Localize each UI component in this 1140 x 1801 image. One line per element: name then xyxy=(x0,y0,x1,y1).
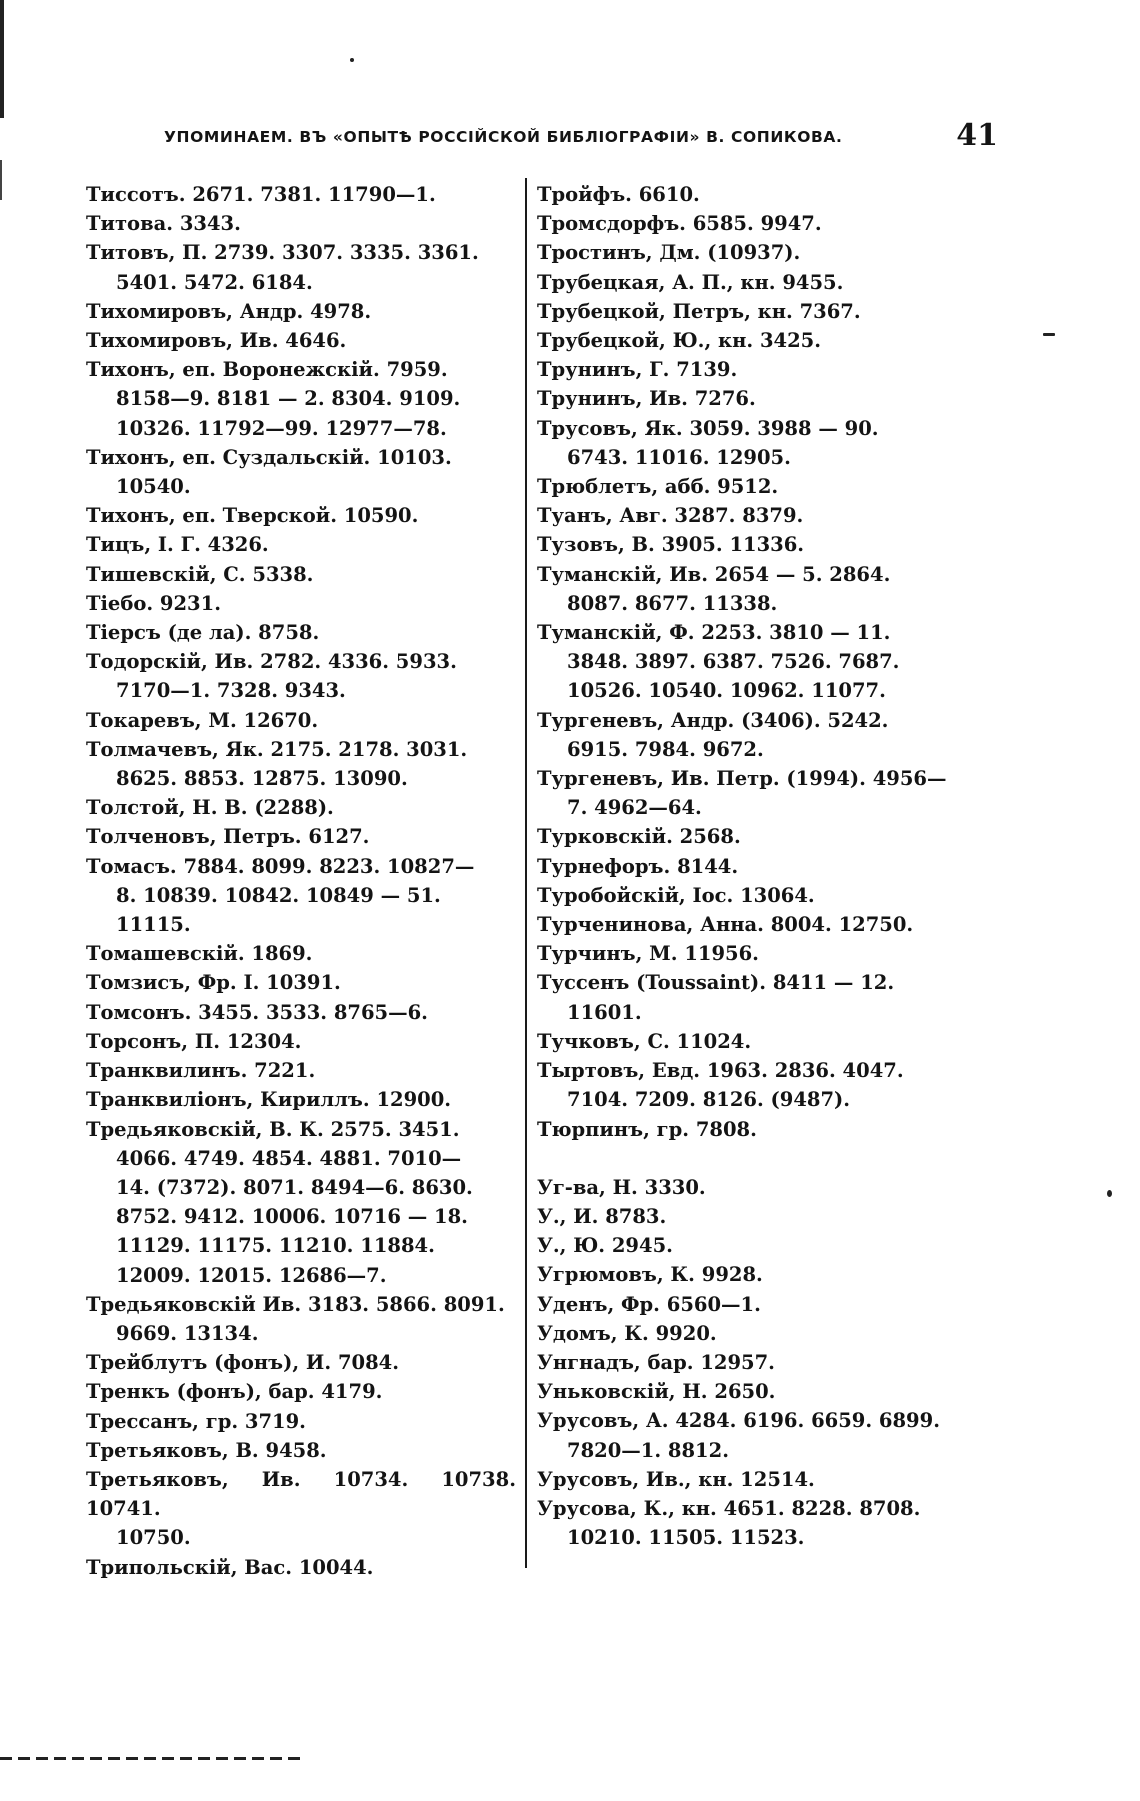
index-entry xyxy=(537,852,967,881)
index-entry xyxy=(537,1231,967,1260)
entry-line: 10526. 10540. 10962. 11077. xyxy=(567,679,886,703)
index-entry xyxy=(537,1494,967,1552)
entry-line: Тургеневъ, Ив. Петр. (1994). 4956— xyxy=(537,767,947,791)
entry-line: Уденъ, Фр. 6560—1. xyxy=(537,1292,761,1316)
entry-continuation: 6743. 11016. 12905. xyxy=(567,445,791,469)
entry-line: Томсонъ. 3455. 3533. 8765—6. xyxy=(86,1000,428,1024)
entry-line: Туробойскій, Іос. 13064. xyxy=(537,883,815,907)
page-edge-mark xyxy=(0,0,4,118)
entry-line: 14. (7372). 8071. 8494—6. 8630. xyxy=(116,1175,473,1199)
index-entry xyxy=(537,560,967,618)
index-entry xyxy=(86,326,516,355)
index-entry xyxy=(86,706,516,735)
section-gap xyxy=(537,1144,967,1173)
index-entry xyxy=(537,414,967,472)
entry-line: Турковскій. 2568. xyxy=(537,825,741,849)
index-entry xyxy=(86,1115,516,1173)
entry-continuation: 8158—9. 8181 — 2. 8304. 9109. xyxy=(116,387,461,411)
entry-line: Толченовъ, Петръ. 6127. xyxy=(86,825,370,849)
entry-line: 12009. 12015. 12686—7. xyxy=(116,1263,387,1287)
index-entry xyxy=(537,297,967,326)
index-entry xyxy=(86,180,516,209)
index-entry xyxy=(86,530,516,559)
index-entry xyxy=(86,1085,516,1114)
header-title: УПОМИНАЕМ. ВЪ «ОПЫТѢ РОССІЙСКОЙ БИБЛІОГРАФІИ» В. СОПИКОВА. xyxy=(164,128,843,146)
index-entry xyxy=(86,414,516,443)
index-entry xyxy=(537,355,967,384)
entry-line: Тихомировъ, Андр. 4978. xyxy=(86,299,372,323)
entry-line: Тыртовъ, Евд. 1963. 2836. 4047. xyxy=(537,1059,904,1083)
entry-line: Тройфъ. 6610. xyxy=(537,183,700,206)
index-entry xyxy=(537,910,967,939)
index-entry xyxy=(537,472,967,501)
entry-line: Тредьяковскій Ив. 3183. 5866. 8091. xyxy=(86,1292,505,1316)
entry-line: Трессанъ, гр. 3719. xyxy=(86,1409,306,1433)
entry-line: Тростинъ, Дм. (10937). xyxy=(537,241,801,265)
entry-line: Трубецкая, А. П., кн. 9455. xyxy=(537,270,844,294)
index-entry xyxy=(537,1027,967,1056)
index-entry xyxy=(537,1260,967,1289)
index-entry xyxy=(86,822,516,851)
index-entry xyxy=(86,1173,516,1202)
entry-line: У., И. 8783. xyxy=(537,1204,667,1228)
entry-line: Удомъ, К. 9920. xyxy=(537,1321,717,1345)
index-entry xyxy=(537,1290,967,1319)
entry-line: Туманскій, Ив. 2654 — 5. 2864. xyxy=(537,562,891,586)
index-entry xyxy=(86,1407,516,1436)
entry-continuation: 10750. xyxy=(116,1526,191,1550)
index-entry xyxy=(86,443,516,501)
index-entry xyxy=(537,501,967,530)
index-entry xyxy=(537,881,967,910)
entry-line: Уньковскій, Н. 2650. xyxy=(537,1380,776,1404)
column-divider xyxy=(525,178,527,1568)
entry-line: Тихонъ, еп. Тверской. 10590. xyxy=(86,504,419,528)
entry-line: Томзисъ, Фр. І. 10391. xyxy=(86,971,341,995)
index-entry xyxy=(537,1202,967,1231)
index-entry xyxy=(86,939,516,968)
entry-continuation: 8. 10839. 10842. 10849 — 51. xyxy=(116,883,441,907)
entry-continuation: 9669. 13134. xyxy=(116,1321,259,1345)
entry-line: Трейблутъ (фонъ), И. 7084. xyxy=(86,1351,399,1375)
entry-line: Турченинова, Анна. 8004. 12750. xyxy=(537,913,914,937)
entry-line: Тіерсъ (де ла). 8758. xyxy=(86,621,320,645)
entry-continuation: 7170—1. 7328. 9343. xyxy=(116,679,346,703)
entry-continuation: 7104. 7209. 8126. (9487). xyxy=(567,1088,851,1112)
right-column xyxy=(537,180,967,1552)
entry-line: Урусова, К., кн. 4651. 8228. 8708. xyxy=(537,1496,921,1520)
left-column xyxy=(86,180,516,1582)
bottom-edge-marks xyxy=(0,1757,300,1760)
index-entry xyxy=(86,238,516,296)
entry-continuation: 7820—1. 8812. xyxy=(567,1438,729,1462)
entry-line: Титова. 3343. xyxy=(86,212,241,236)
page-number: 41 xyxy=(956,118,998,153)
entry-line: Торсонъ, П. 12304. xyxy=(86,1029,302,1053)
index-entry xyxy=(86,297,516,326)
entry-line: Тредьяковскій, В. К. 2575. 3451. xyxy=(86,1117,460,1141)
index-entry xyxy=(537,706,967,764)
entry-line: Тучковъ, С. 11024. xyxy=(537,1029,752,1053)
entry-line: Тузовъ, В. 3905. 11336. xyxy=(537,533,805,557)
entry-continuation: 3848. 3897. 6387. 7526. 7687. xyxy=(567,650,900,674)
index-entry xyxy=(86,735,516,793)
index-entry xyxy=(537,764,967,822)
entry-line: Тихонъ, еп. Суздальскій. 10103. xyxy=(86,445,452,469)
entry-line: Тицъ, І. Г. 4326. xyxy=(86,533,269,557)
speck xyxy=(350,58,354,62)
entry-line: Урусовъ, Ив., кн. 12514. xyxy=(537,1467,815,1491)
index-entry xyxy=(86,1377,516,1406)
index-entry xyxy=(86,355,516,413)
entry-line: Уг-ва, Н. 3330. xyxy=(537,1175,706,1199)
entry-line: Тишевскій, С. 5338. xyxy=(86,562,314,586)
index-entry xyxy=(86,501,516,530)
index-entry xyxy=(86,1436,516,1465)
index-entry xyxy=(537,1173,967,1202)
entry-line: Тренкъ (фонъ), бар. 4179. xyxy=(86,1380,383,1404)
index-entry xyxy=(537,939,967,968)
entry-line: Третьяковъ, Ив. 10734. 10738. 10741. xyxy=(86,1467,516,1521)
index-entry xyxy=(537,618,967,676)
index-entry xyxy=(86,998,516,1027)
entry-line: Тиссотъ. 2671. 7381. 11790—1. xyxy=(86,183,436,206)
index-entry xyxy=(537,530,967,559)
entry-line: Тромсдорфъ. 6585. 9947. xyxy=(537,212,822,236)
entry-line: 10326. 11792—99. 12977—78. xyxy=(116,416,447,440)
entry-line: Туанъ, Авг. 3287. 8379. xyxy=(537,504,804,528)
index-entry xyxy=(86,647,516,705)
entry-line: 11115. xyxy=(116,913,191,937)
index-entry xyxy=(86,1027,516,1056)
index-entry xyxy=(537,1319,967,1348)
index-entry xyxy=(537,1377,967,1406)
page-edge-mark xyxy=(0,160,2,200)
index-entry xyxy=(537,209,967,238)
entry-line: Тюрпинъ, гр. 7808. xyxy=(537,1117,757,1141)
index-entry xyxy=(537,1406,967,1464)
entry-continuation: 10210. 11505. 11523. xyxy=(567,1526,805,1550)
entry-line: Турнефоръ. 8144. xyxy=(537,854,739,878)
entry-line: Транквилинъ. 7221. xyxy=(86,1059,316,1083)
entry-line: Томасъ. 7884. 8099. 8223. 10827— xyxy=(86,854,475,878)
index-entry xyxy=(86,1231,516,1260)
entry-line: Турчинъ, М. 11956. xyxy=(537,942,759,966)
entry-line: Толмачевъ, Як. 2175. 2178. 3031. xyxy=(86,737,468,761)
entry-line: Унгнадъ, бар. 12957. xyxy=(537,1350,775,1374)
index-entry xyxy=(86,1056,516,1085)
entry-line: Тургеневъ, Андр. (3406). 5242. xyxy=(537,708,889,732)
index-entry xyxy=(537,1465,967,1494)
entry-line: Трипольскій, Вас. 10044. xyxy=(86,1555,374,1579)
entry-line: Тихомировъ, Ив. 4646. xyxy=(86,329,347,353)
entry-line: Транквиліонъ, Кириллъ. 12900. xyxy=(86,1088,452,1112)
entry-continuation: 4066. 4749. 4854. 4881. 7010— xyxy=(116,1146,462,1170)
speck xyxy=(1107,1190,1112,1197)
entry-line: У., Ю. 2945. xyxy=(537,1234,673,1258)
entry-continuation: 11601. xyxy=(567,1000,642,1024)
speck xyxy=(1043,333,1055,336)
index-entry xyxy=(86,852,516,910)
index-entry xyxy=(86,1290,516,1348)
index-entry xyxy=(537,180,967,209)
entry-continuation: 7. 4962—64. xyxy=(567,796,702,820)
entry-continuation: 6915. 7984. 9672. xyxy=(567,737,764,761)
entry-line: Третьяковъ, В. 9458. xyxy=(86,1438,327,1462)
index-entry xyxy=(86,1348,516,1377)
index-entry xyxy=(537,326,967,355)
entry-line: Титовъ, П. 2739. 3307. 3335. 3361. xyxy=(86,241,479,265)
index-entry xyxy=(537,968,967,1026)
entry-continuation: 8625. 8853. 12875. 13090. xyxy=(116,767,408,791)
entry-continuation: 10540. xyxy=(116,475,191,499)
entry-line: Туманскій, Ф. 2253. 3810 — 11. xyxy=(537,621,891,645)
entry-line: Урусовъ, А. 4284. 6196. 6659. 6899. xyxy=(537,1409,940,1433)
entry-line: Тіебо. 9231. xyxy=(86,591,221,615)
entry-line: Томашевскій. 1869. xyxy=(86,942,313,966)
index-entry xyxy=(86,1465,516,1553)
index-entry xyxy=(537,238,967,267)
index-entry xyxy=(86,968,516,997)
entry-line: Тихонъ, еп. Воронежскій. 7959. xyxy=(86,358,448,382)
entry-line: 11129. 11175. 11210. 11884. xyxy=(116,1234,435,1258)
entry-line: Трубецкой, Ю., кн. 3425. xyxy=(537,329,822,353)
index-entry xyxy=(86,910,516,939)
entry-line: Тодорскій, Ив. 2782. 4336. 5933. xyxy=(86,650,457,674)
entry-line: Толстой, Н. В. (2288). xyxy=(86,796,334,820)
index-entry xyxy=(86,209,516,238)
index-entry xyxy=(537,384,967,413)
index-entry xyxy=(86,1553,516,1582)
entry-continuation: 8087. 8677. 11338. xyxy=(567,591,778,615)
entry-line: Трунинъ, Ив. 7276. xyxy=(537,387,756,411)
index-entry xyxy=(86,793,516,822)
index-entry xyxy=(86,618,516,647)
running-header xyxy=(140,118,998,158)
index-entry xyxy=(537,822,967,851)
index-entry xyxy=(537,1056,967,1114)
index-entry xyxy=(86,560,516,589)
entry-line: Угрюмовъ, К. 9928. xyxy=(537,1263,763,1287)
entry-line: Трубецкой, Петръ, кн. 7367. xyxy=(537,299,861,323)
index-entry xyxy=(86,1202,516,1231)
index-entry xyxy=(86,589,516,618)
entry-line: Туссенъ (Toussaint). 8411 — 12. xyxy=(537,971,895,995)
entry-continuation: 5401. 5472. 6184. xyxy=(116,270,313,294)
entry-line: Трусовъ, Як. 3059. 3988 — 90. xyxy=(537,416,879,440)
index-entry xyxy=(537,1348,967,1377)
entry-line: Токаревъ, М. 12670. xyxy=(86,708,319,732)
index-entry xyxy=(86,1261,516,1290)
entry-line: 8752. 9412. 10006. 10716 — 18. xyxy=(116,1205,468,1229)
index-entry xyxy=(537,676,967,705)
entry-line: Трунинъ, Г. 7139. xyxy=(537,358,738,382)
entry-line: Трюблетъ, абб. 9512. xyxy=(537,475,779,499)
index-entry xyxy=(537,1115,967,1144)
index-entry xyxy=(537,268,967,297)
